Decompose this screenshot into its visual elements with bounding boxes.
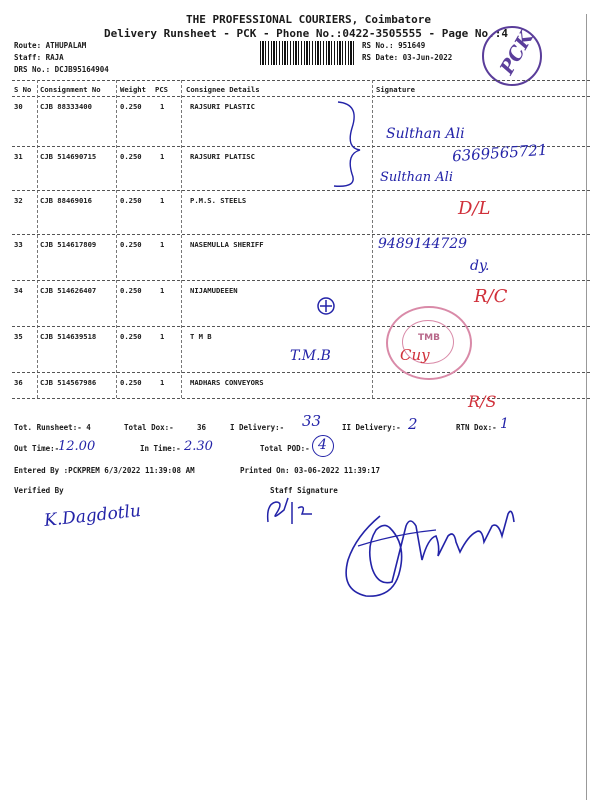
page-edge-line xyxy=(586,14,587,800)
runsheet-title: Delivery Runsheet - PCK - Phone No.:0422-3505555 - Page No.:4 xyxy=(104,27,508,40)
col-divider xyxy=(37,80,38,398)
signature-row35: Cuy xyxy=(400,346,430,364)
phone-row33: 9489144729 xyxy=(378,236,468,252)
row-pcs: 1 xyxy=(160,286,165,295)
rs-date: RS Date: 03-Jun-2022 xyxy=(362,53,453,62)
row-rule xyxy=(12,190,590,191)
table-top-rule xyxy=(12,80,590,81)
col-consignment: Consignment No xyxy=(40,85,101,94)
row-rule xyxy=(12,326,590,327)
pck-stamp xyxy=(482,26,542,86)
row-consignment: CJB 88469016 xyxy=(40,196,92,205)
verified-signature: K.Dagdotlu xyxy=(43,500,142,532)
out-time-label: Out Time:- xyxy=(14,444,60,453)
row-consignment: CJB 514690715 xyxy=(40,152,97,161)
row-weight: 0.250 xyxy=(120,196,142,205)
row-weight: 0.250 xyxy=(120,102,142,111)
staff-initials xyxy=(262,494,322,530)
col-weight: Weight xyxy=(120,85,146,94)
total-dox-value: 36 xyxy=(197,423,207,432)
row-weight: 0.250 xyxy=(120,332,142,341)
col-divider xyxy=(372,80,373,398)
table-bottom-rule xyxy=(12,398,590,399)
i-delivery-label: I Delivery:- xyxy=(230,423,285,432)
signature-row30: Sulthan Ali xyxy=(386,126,465,142)
signature-row33: dy. xyxy=(470,258,490,274)
barcode xyxy=(260,41,356,65)
row-consignee: RAJSURI PLATISC xyxy=(190,152,255,161)
rtn-dox-value: 1 xyxy=(500,416,509,432)
entered-by: Entered By :PCKPREM 6/3/2022 11:39:08 AM xyxy=(14,466,195,475)
row-pcs: 1 xyxy=(160,152,165,161)
col-divider xyxy=(116,80,117,398)
in-time-label: In Time:- xyxy=(140,444,181,453)
row-weight: 0.250 xyxy=(120,378,142,387)
total-pod-value: 4 xyxy=(318,437,327,453)
row-pcs: 1 xyxy=(160,240,165,249)
row-pcs: 1 xyxy=(160,196,165,205)
out-time-value: 12.00 xyxy=(58,439,96,454)
mark-row34: R/C xyxy=(474,286,508,307)
row-consignee: NASEMULLA SHERIFF xyxy=(190,240,264,249)
brace-mark xyxy=(330,98,370,190)
printed-on: Printed On: 03-06-2022 11:39:17 xyxy=(240,466,380,475)
row-consignee: T M B xyxy=(190,332,212,341)
mark-row32: D/L xyxy=(458,198,491,219)
row-consignment: CJB 514626407 xyxy=(40,286,97,295)
row-consignment: CJB 514567986 xyxy=(40,378,97,387)
row-rule xyxy=(12,280,590,281)
row-weight: 0.250 xyxy=(120,152,142,161)
col-consignee: Consignee Details xyxy=(186,85,260,94)
row-sno: 31 xyxy=(14,152,23,161)
pck-stamp-text: PCK xyxy=(495,27,538,79)
row-sno: 33 xyxy=(14,240,23,249)
row-sno: 32 xyxy=(14,196,23,205)
staff-field: Staff: RAJA xyxy=(14,53,64,62)
tmb-stamp-text: TMB xyxy=(418,333,440,343)
col-sno: S No xyxy=(14,85,32,94)
row-sno: 36 xyxy=(14,378,23,387)
rtn-dox-label: RTN Dox:- xyxy=(456,423,497,432)
row-rule xyxy=(12,372,590,373)
ii-delivery-label: II Delivery:- xyxy=(342,423,401,432)
staff-signature-label: Staff Signature xyxy=(270,486,338,495)
drs-number: DRS No.: DCJB95164904 xyxy=(14,65,109,74)
signature-row31: Sulthan Ali xyxy=(380,170,453,185)
row-pcs: 1 xyxy=(160,332,165,341)
i-delivery-value: 33 xyxy=(302,412,322,430)
rs-number: RS No.: 951649 xyxy=(362,41,426,50)
company-title: THE PROFESSIONAL COURIERS, Coimbatore xyxy=(186,13,432,26)
ink-mark xyxy=(314,296,338,316)
row-pcs: 1 xyxy=(160,102,165,111)
total-pod-label: Total POD:- xyxy=(260,444,310,453)
row-consignee: NIJAMUDEEEN xyxy=(190,286,238,295)
row-consignee: P.M.S. STEELS xyxy=(190,196,247,205)
row-rule xyxy=(12,234,590,235)
row-sno: 35 xyxy=(14,332,23,341)
total-pod-circle xyxy=(312,435,334,457)
row-weight: 0.250 xyxy=(120,240,142,249)
staff-signature xyxy=(336,486,526,604)
row-consignment: CJB 88333400 xyxy=(40,102,92,111)
tot-runsheet: Tot. Runsheet:- 4 xyxy=(14,423,91,432)
total-dox-label: Total Dox:- xyxy=(124,423,174,432)
row-consignee: MADHARS CONVEYORS xyxy=(190,378,264,387)
row-consignee: RAJSURI PLASTIC xyxy=(190,102,255,111)
mark-row35: T.M.B xyxy=(290,348,331,364)
col-signature: Signature xyxy=(376,85,415,94)
row-pcs: 1 xyxy=(160,378,165,387)
route-field: Route: ATHUPALAM xyxy=(14,41,87,50)
mark-row36: R/S xyxy=(468,392,497,411)
row-consignment: CJB 514639518 xyxy=(40,332,97,341)
col-pcs: PCS xyxy=(155,85,168,94)
row-sno: 34 xyxy=(14,286,23,295)
tmb-stamp xyxy=(386,306,472,380)
row-sno: 30 xyxy=(14,102,23,111)
row-consignment: CJB 514617809 xyxy=(40,240,97,249)
row-weight: 0.250 xyxy=(120,286,142,295)
col-divider xyxy=(181,80,182,398)
table-header-rule xyxy=(12,96,590,97)
ii-delivery-value: 2 xyxy=(408,415,418,433)
in-time-value: 2.30 xyxy=(184,439,213,454)
phone-row30: 6369565721 xyxy=(451,140,548,166)
verified-by-label: Verified By xyxy=(14,486,64,495)
